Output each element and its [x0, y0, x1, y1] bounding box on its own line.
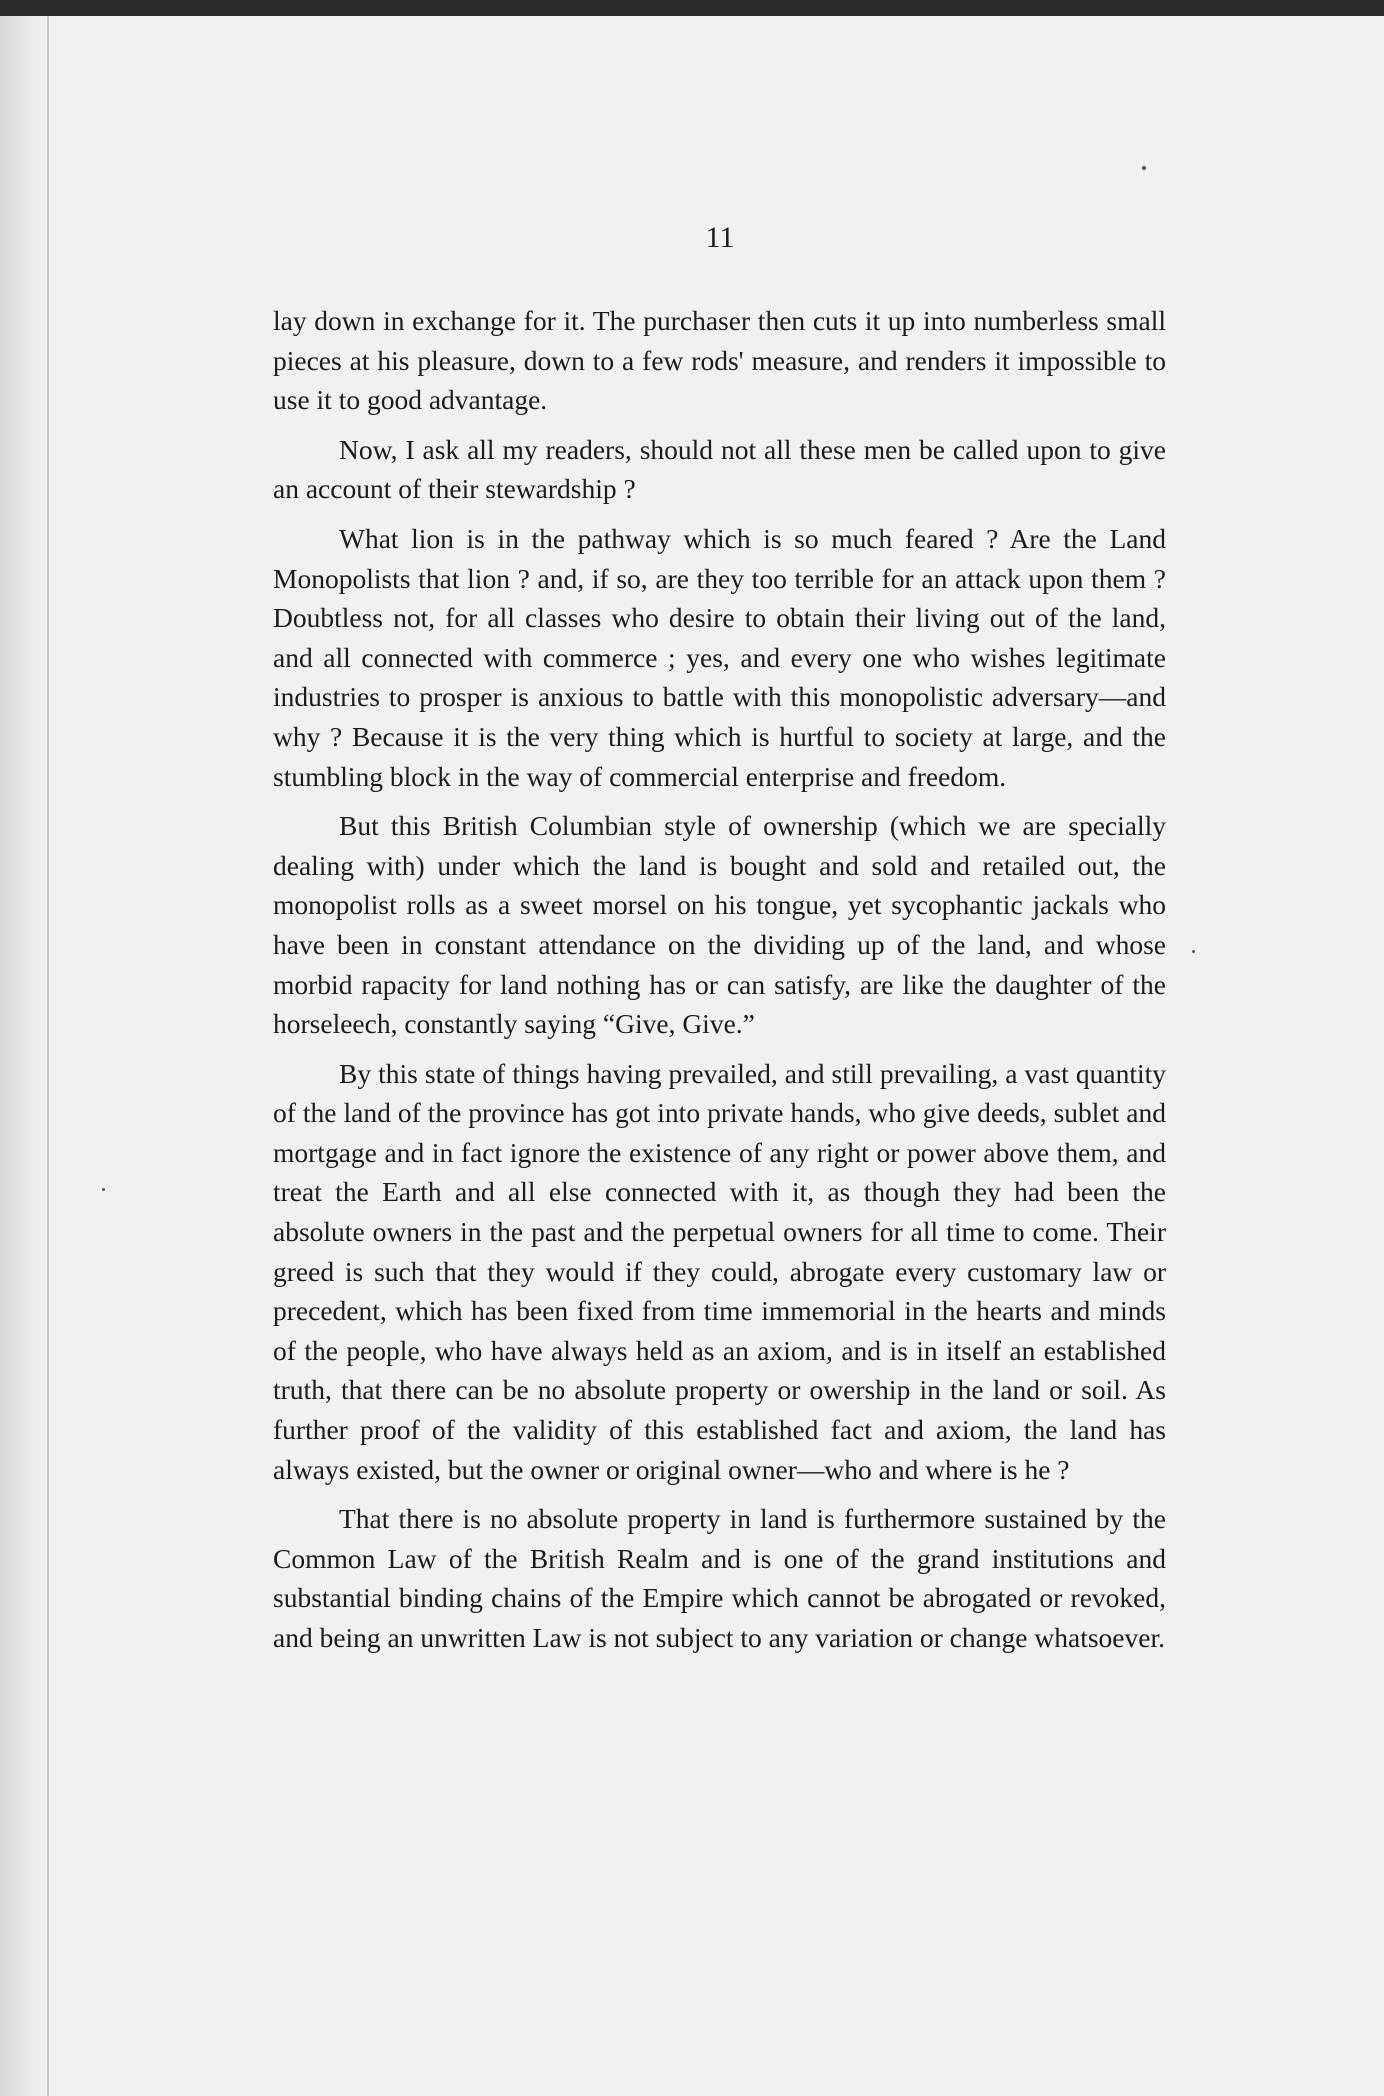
paragraph: What lion is in the pathway which is so much feared ? Are the Land Monopolists that lion ? and, if so, are they too terrible for an attack upon them ? Doubtless not, for all classes who desire to obtain their living out of the land, and all connected with commerce ; yes, and every one who wishes legitimate industries to prosper is anxious to battle with this monopolistic adversary—and why ? Because it is the very thing which is hurtful to society at large, and the stumbling block in the way of commercial enterprise and freedom.: [273, 522, 1166, 792]
page-binding-edge: [0, 16, 52, 2096]
paper-speck: [1192, 950, 1195, 953]
page-fold-line: [47, 16, 49, 2096]
paragraph: But this British Columbian style of ownership (which we are specially dealing with) under which the land is bought and sold and retailed out, the monopolist rolls as a sweet morsel on his tongue, yet sycophantic jackals who have been in constant attendance on the dividing up of the land, and whose morbid rapacity for land nothing has or can satisfy, are like the daughter of the horseleech, constantly saying “Give, Give.”: [273, 810, 1166, 1040]
paragraph: Now, I ask all my readers, should not all these men be called upon to give an account of their stewardship ?: [273, 433, 1166, 505]
page-body-text: [273, 301, 1166, 1668]
paragraph: By this state of things having prevailed, and still prevailing, a vast quantity of the land of the province has got into private hands, who give deeds, sublet and mortgage and in fact ignore the existence of any right or power above them, and treat the Earth and all else connected with it, as though they had been the absolute owners in the past and the perpetual owners for all time to come. Their greed is such that they would if they could, abrogate every customary law or precedent, which has been fixed from time immemorial in the hearts and minds of the people, who have always held as an axiom, and is in itself an established truth, that there can be no absolute property or owership in the land or soil. As further proof of the validity of this established fact and axiom, the land has always existed, but the owner or original owner—who and where is he ?: [273, 1057, 1166, 1485]
paper-speck: [1142, 166, 1146, 170]
paper-speck: [102, 1188, 105, 1191]
paragraph: That there is no absolute property in land is furthermore sustained by the Common Law of the British Realm and is one of the grand institutions and substantial binding chains of the Empire which cannot be abrogated or revoked, and being an unwritten Law is not subject to any variation or change whatsoever.: [273, 1503, 1166, 1653]
page-number: 11: [705, 221, 735, 254]
paragraph: lay down in exchange for it. The purchaser then cuts it up into numberless small pieces at his pleasure, down to a few rods' measure, and renders it impossible to use it to good advantage.: [273, 305, 1166, 416]
book-page: [0, 16, 1384, 2096]
